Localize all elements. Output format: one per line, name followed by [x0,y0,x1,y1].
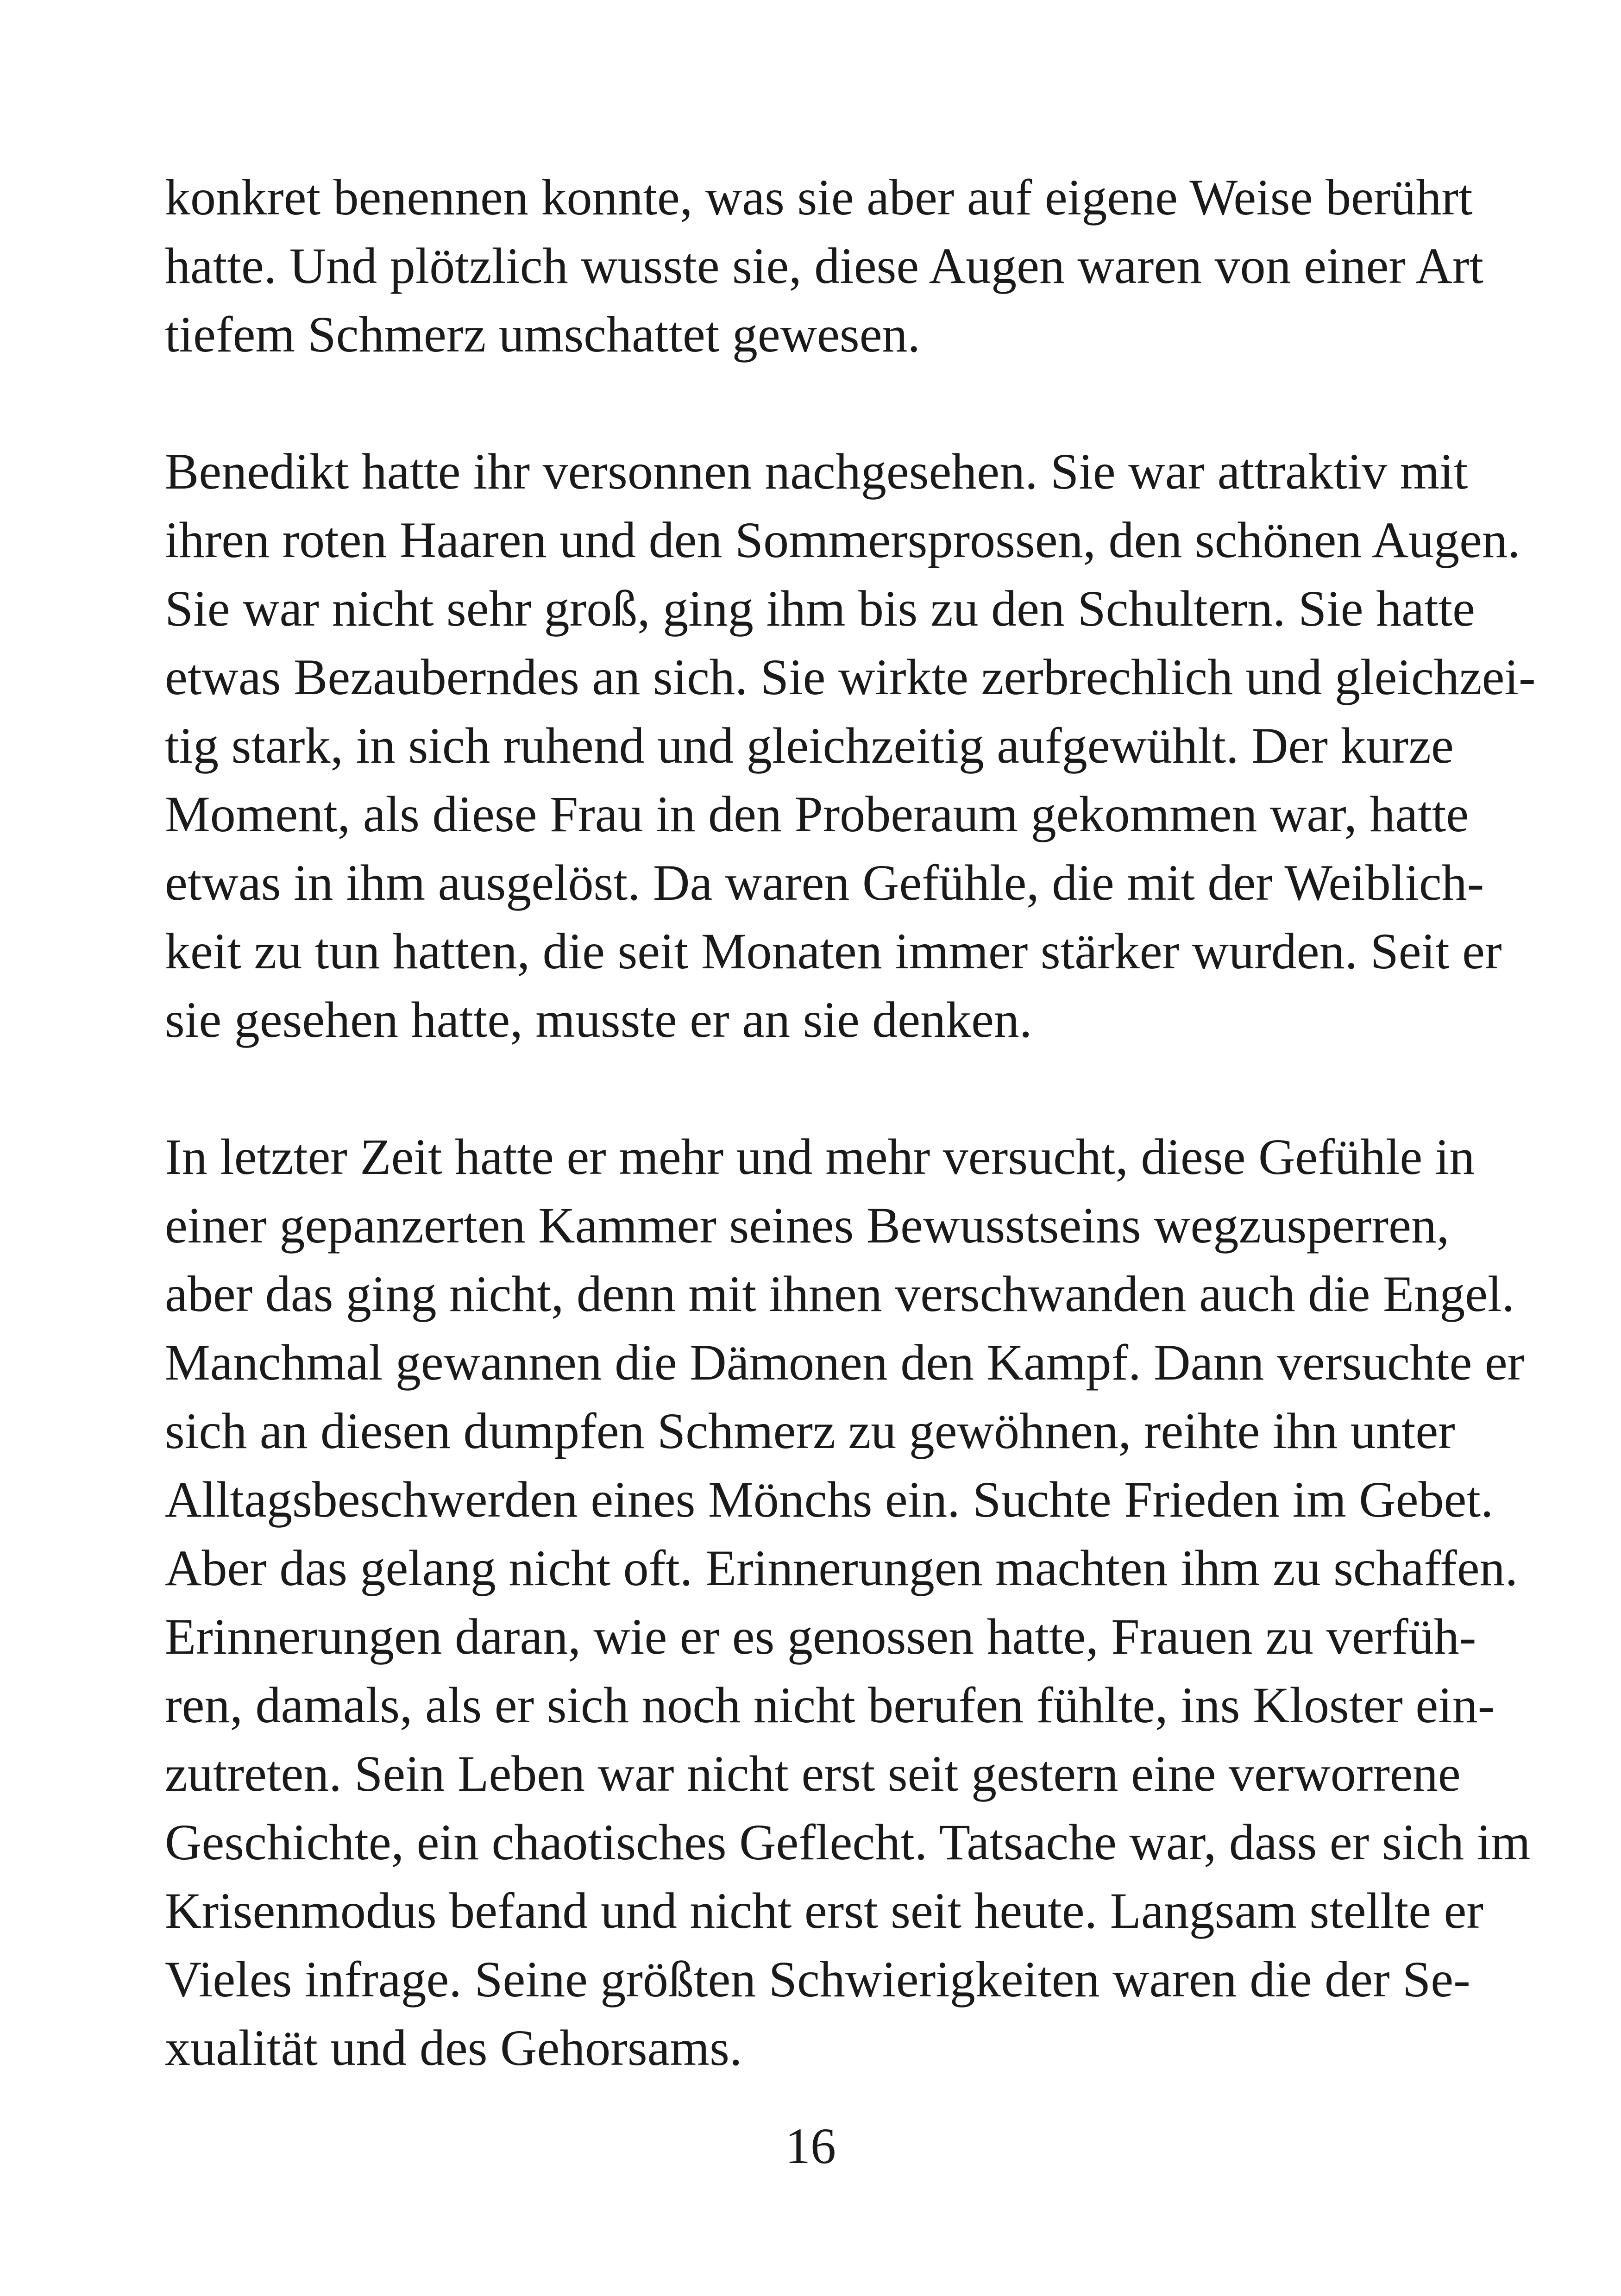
text-line: konkret benennen konnte, was sie aber auf eigene Weise berührt [165,169,1473,226]
body-text [165,163,1536,2151]
text-line: Alltagsbeschwerden eines Mönchs ein. Suchte Frieden im Gebet. [165,1471,1494,1528]
text-line: Vieles infrage. Seine größten Schwierigkeiten waren die der Se- [165,1951,1470,2007]
text-line: sie gesehen hatte, musste er an sie denken. [165,991,1032,1048]
text-line: In letzter Zeit hatte er mehr und mehr versucht, diese Gefühle in [165,1129,1475,1185]
text-line: Moment, als diese Frau in den Proberaum gekommen war, hatte [165,786,1469,842]
text-line: ren, damals, als er sich noch nicht berufen fühlte, ins Kloster ein- [165,1677,1495,1733]
text-line: Manchmal gewannen die Dämonen den Kampf. Dann versuchte er [165,1334,1525,1391]
paragraph-3 [165,1123,1531,2082]
text-line: etwas in ihm ausgelöst. Da waren Gefühle, die mit der Weiblich- [165,854,1484,911]
text-line: tig stark, in sich ruhend und gleichzeitig aufgewühlt. Der kurze [165,717,1454,774]
text-line: Erinnerungen daran, wie er es genossen hatte, Frauen zu verfüh- [165,1608,1476,1665]
paragraph-2 [165,437,1536,1054]
text-line: ihren roten Haaren und den Sommersprossen, den schönen Augen. [165,512,1520,568]
text-line: tiefem Schmerz umschattet gewesen. [165,306,921,363]
text-line: xualität und des Gehorsams. [165,2020,742,2076]
text-line: Sie war nicht sehr groß, ging ihm bis zu den Schultern. Sie hatte [165,580,1475,637]
text-line: sich an diesen dumpfen Schmerz zu gewöhnen, reihte ihn unter [165,1403,1455,1459]
text-line: keit zu tun hatten, die seit Monaten immer stärker wurden. Seit er [165,923,1502,979]
text-line: Geschichte, ein chaotisches Geflecht. Tatsache war, dass er sich im [165,1814,1531,1870]
text-line: zutreten. Sein Leben war nicht erst seit gestern eine verworrene [165,1745,1461,1802]
text-line: einer gepanzerten Kammer seines Bewusstseins wegzusperren, [165,1197,1450,1254]
text-line: Aber das gelang nicht oft. Erinnerungen machten ihm zu schaffen. [165,1540,1518,1596]
text-line: etwas Bezauberndes an sich. Sie wirkte zerbrechlich und gleichzei- [165,649,1536,705]
text-line: hatte. Und plötzlich wusste sie, diese Augen waren von einer Art [165,238,1484,294]
paragraph-1 [165,163,1484,369]
page-number: 16 [785,2118,836,2174]
text-line: aber das ging nicht, denn mit ihnen verschwanden auch die Engel. [165,1266,1515,1322]
text-line: Benedikt hatte ihr versonnen nachgesehen. Sie war attraktiv mit [165,443,1468,500]
text-line: Krisenmodus befand und nicht erst seit heute. Langsam stellte er [165,1882,1484,1939]
